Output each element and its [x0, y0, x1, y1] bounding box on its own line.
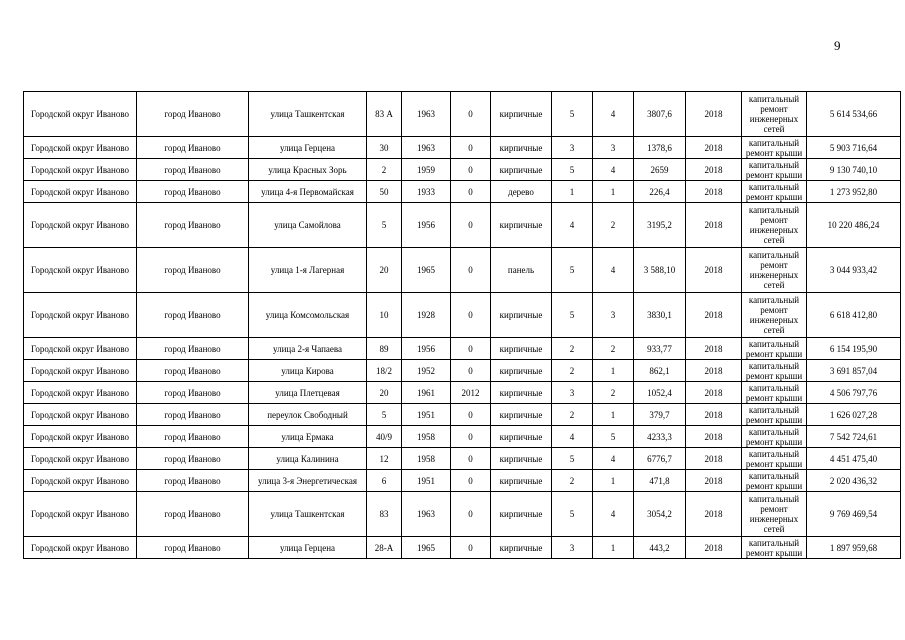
- area-cell: 443,2: [634, 537, 686, 559]
- plan-year-cell: 2018: [686, 404, 742, 426]
- housing-repair-table: [23, 91, 901, 559]
- house-number-cell: 12: [367, 448, 402, 470]
- area-cell: 379,7: [634, 404, 686, 426]
- house-number-cell: 5: [367, 404, 402, 426]
- municipality-cell: Городской округ Иваново: [24, 203, 137, 248]
- municipality-cell: Городской округ Иваново: [24, 382, 137, 404]
- street-cell: улица 3-я Энергетическая: [249, 470, 367, 492]
- overhaul-year-cell: 0: [451, 492, 491, 537]
- cost-cell: 1 897 959,68: [807, 537, 901, 559]
- repair-type-cell: капитальный ремонт крыши: [742, 338, 807, 360]
- build-year-cell: 1963: [402, 492, 451, 537]
- locality-cell: город Иваново: [137, 448, 249, 470]
- floors-cell: 5: [552, 293, 593, 338]
- area-cell: 6776,7: [634, 448, 686, 470]
- build-year-cell: 1963: [402, 137, 451, 159]
- plan-year-cell: 2018: [686, 338, 742, 360]
- street-cell: улица Плетцевая: [249, 382, 367, 404]
- floors-cell: 3: [552, 382, 593, 404]
- cost-cell: 5 903 716,64: [807, 137, 901, 159]
- overhaul-year-cell: 0: [451, 92, 491, 137]
- overhaul-year-cell: 0: [451, 137, 491, 159]
- area-cell: 2659: [634, 159, 686, 181]
- build-year-cell: 1961: [402, 382, 451, 404]
- street-cell: улица 1-я Лагерная: [249, 248, 367, 293]
- municipality-cell: Городской округ Иваново: [24, 360, 137, 382]
- floors-cell: 5: [552, 248, 593, 293]
- street-cell: улица 4-я Первомайская: [249, 181, 367, 203]
- build-year-cell: 1956: [402, 338, 451, 360]
- floors-cell: 2: [552, 338, 593, 360]
- street-cell: улица Красных Зорь: [249, 159, 367, 181]
- wall-material-cell: кирпичные: [491, 426, 552, 448]
- street-cell: улица Герцена: [249, 537, 367, 559]
- cost-cell: 2 020 436,32: [807, 470, 901, 492]
- house-number-cell: 83: [367, 492, 402, 537]
- cost-cell: 4 451 475,40: [807, 448, 901, 470]
- repair-type-cell: капитальный ремонт инженерных сетей: [742, 203, 807, 248]
- wall-material-cell: кирпичные: [491, 293, 552, 338]
- entrances-cell: 1: [593, 360, 634, 382]
- table-row: [24, 404, 901, 426]
- house-number-cell: 50: [367, 181, 402, 203]
- table-row: [24, 360, 901, 382]
- wall-material-cell: кирпичные: [491, 492, 552, 537]
- entrances-cell: 4: [593, 159, 634, 181]
- locality-cell: город Иваново: [137, 338, 249, 360]
- entrances-cell: 1: [593, 470, 634, 492]
- cost-cell: 1 626 027,28: [807, 404, 901, 426]
- build-year-cell: 1951: [402, 404, 451, 426]
- entrances-cell: 3: [593, 293, 634, 338]
- plan-year-cell: 2018: [686, 360, 742, 382]
- entrances-cell: 4: [593, 448, 634, 470]
- cost-cell: 3 691 857,04: [807, 360, 901, 382]
- house-number-cell: 89: [367, 338, 402, 360]
- street-cell: переулок Свободный: [249, 404, 367, 426]
- entrances-cell: 3: [593, 137, 634, 159]
- table-row: [24, 159, 901, 181]
- municipality-cell: Городской округ Иваново: [24, 426, 137, 448]
- locality-cell: город Иваново: [137, 293, 249, 338]
- build-year-cell: 1963: [402, 92, 451, 137]
- floors-cell: 2: [552, 404, 593, 426]
- municipality-cell: Городской округ Иваново: [24, 537, 137, 559]
- street-cell: улица Герцена: [249, 137, 367, 159]
- area-cell: 3830,1: [634, 293, 686, 338]
- repair-type-cell: капитальный ремонт инженерных сетей: [742, 492, 807, 537]
- repair-type-cell: капитальный ремонт инженерных сетей: [742, 293, 807, 338]
- repair-type-cell: капитальный ремонт крыши: [742, 426, 807, 448]
- wall-material-cell: кирпичные: [491, 537, 552, 559]
- street-cell: улица Кирова: [249, 360, 367, 382]
- street-cell: улица Ермака: [249, 426, 367, 448]
- table-row: [24, 137, 901, 159]
- plan-year-cell: 2018: [686, 159, 742, 181]
- overhaul-year-cell: 0: [451, 537, 491, 559]
- build-year-cell: 1958: [402, 448, 451, 470]
- area-cell: 3054,2: [634, 492, 686, 537]
- floors-cell: 3: [552, 137, 593, 159]
- plan-year-cell: 2018: [686, 492, 742, 537]
- plan-year-cell: 2018: [686, 137, 742, 159]
- repair-type-cell: капитальный ремонт крыши: [742, 137, 807, 159]
- area-cell: 933,77: [634, 338, 686, 360]
- municipality-cell: Городской округ Иваново: [24, 137, 137, 159]
- municipality-cell: Городской округ Иваново: [24, 293, 137, 338]
- entrances-cell: 5: [593, 426, 634, 448]
- cost-cell: 7 542 724,61: [807, 426, 901, 448]
- house-number-cell: 30: [367, 137, 402, 159]
- area-cell: 3195,2: [634, 203, 686, 248]
- table-row: [24, 293, 901, 338]
- municipality-cell: Городской округ Иваново: [24, 492, 137, 537]
- table-row: [24, 203, 901, 248]
- table-row: [24, 492, 901, 537]
- floors-cell: 1: [552, 181, 593, 203]
- overhaul-year-cell: 0: [451, 338, 491, 360]
- entrances-cell: 2: [593, 203, 634, 248]
- wall-material-cell: кирпичные: [491, 470, 552, 492]
- floors-cell: 5: [552, 492, 593, 537]
- entrances-cell: 2: [593, 382, 634, 404]
- plan-year-cell: 2018: [686, 203, 742, 248]
- wall-material-cell: кирпичные: [491, 92, 552, 137]
- build-year-cell: 1956: [402, 203, 451, 248]
- overhaul-year-cell: 0: [451, 470, 491, 492]
- cost-cell: 3 044 933,42: [807, 248, 901, 293]
- build-year-cell: 1933: [402, 181, 451, 203]
- cost-cell: 5 614 534,66: [807, 92, 901, 137]
- repair-type-cell: капитальный ремонт крыши: [742, 382, 807, 404]
- plan-year-cell: 2018: [686, 92, 742, 137]
- build-year-cell: 1965: [402, 248, 451, 293]
- cost-cell: 6 618 412,80: [807, 293, 901, 338]
- wall-material-cell: кирпичные: [491, 360, 552, 382]
- municipality-cell: Городской округ Иваново: [24, 248, 137, 293]
- municipality-cell: Городской округ Иваново: [24, 181, 137, 203]
- house-number-cell: 6: [367, 470, 402, 492]
- area-cell: 862,1: [634, 360, 686, 382]
- table-row: [24, 448, 901, 470]
- build-year-cell: 1959: [402, 159, 451, 181]
- repair-type-cell: капитальный ремонт инженерных сетей: [742, 92, 807, 137]
- locality-cell: город Иваново: [137, 248, 249, 293]
- repair-type-cell: капитальный ремонт крыши: [742, 159, 807, 181]
- overhaul-year-cell: 0: [451, 293, 491, 338]
- entrances-cell: 1: [593, 181, 634, 203]
- floors-cell: 5: [552, 448, 593, 470]
- plan-year-cell: 2018: [686, 448, 742, 470]
- build-year-cell: 1928: [402, 293, 451, 338]
- area-cell: 1052,4: [634, 382, 686, 404]
- locality-cell: город Иваново: [137, 92, 249, 137]
- locality-cell: город Иваново: [137, 137, 249, 159]
- cost-cell: 9 130 740,10: [807, 159, 901, 181]
- area-cell: 3 588,10: [634, 248, 686, 293]
- overhaul-year-cell: 0: [451, 404, 491, 426]
- overhaul-year-cell: 0: [451, 360, 491, 382]
- entrances-cell: 4: [593, 92, 634, 137]
- overhaul-year-cell: 0: [451, 448, 491, 470]
- table-row: [24, 426, 901, 448]
- locality-cell: город Иваново: [137, 426, 249, 448]
- wall-material-cell: кирпичные: [491, 404, 552, 426]
- table-row: [24, 181, 901, 203]
- street-cell: улица Калинина: [249, 448, 367, 470]
- plan-year-cell: 2018: [686, 537, 742, 559]
- municipality-cell: Городской округ Иваново: [24, 404, 137, 426]
- build-year-cell: 1965: [402, 537, 451, 559]
- repair-type-cell: капитальный ремонт крыши: [742, 181, 807, 203]
- repair-type-cell: капитальный ремонт крыши: [742, 360, 807, 382]
- municipality-cell: Городской округ Иваново: [24, 159, 137, 181]
- house-number-cell: 83 А: [367, 92, 402, 137]
- overhaul-year-cell: 0: [451, 248, 491, 293]
- overhaul-year-cell: 0: [451, 181, 491, 203]
- locality-cell: город Иваново: [137, 404, 249, 426]
- municipality-cell: Городской округ Иваново: [24, 338, 137, 360]
- area-cell: 4233,3: [634, 426, 686, 448]
- build-year-cell: 1951: [402, 470, 451, 492]
- street-cell: улица Ташкентская: [249, 92, 367, 137]
- table-row: [24, 537, 901, 559]
- plan-year-cell: 2018: [686, 248, 742, 293]
- locality-cell: город Иваново: [137, 159, 249, 181]
- floors-cell: 5: [552, 159, 593, 181]
- table-row: [24, 248, 901, 293]
- page-number: 9: [834, 38, 841, 53]
- plan-year-cell: 2018: [686, 470, 742, 492]
- overhaul-year-cell: 0: [451, 203, 491, 248]
- plan-year-cell: 2018: [686, 293, 742, 338]
- wall-material-cell: панель: [491, 248, 552, 293]
- build-year-cell: 1952: [402, 360, 451, 382]
- house-number-cell: 2: [367, 159, 402, 181]
- table-row: [24, 92, 901, 137]
- street-cell: улица Комсомольская: [249, 293, 367, 338]
- table-body: [24, 92, 901, 559]
- entrances-cell: 1: [593, 537, 634, 559]
- wall-material-cell: кирпичные: [491, 448, 552, 470]
- house-number-cell: 20: [367, 248, 402, 293]
- plan-year-cell: 2018: [686, 181, 742, 203]
- cost-cell: 10 220 486,24: [807, 203, 901, 248]
- area-cell: 226,4: [634, 181, 686, 203]
- repair-type-cell: капитальный ремонт крыши: [742, 470, 807, 492]
- house-number-cell: 18/2: [367, 360, 402, 382]
- municipality-cell: Городской округ Иваново: [24, 470, 137, 492]
- cost-cell: 4 506 797,76: [807, 382, 901, 404]
- locality-cell: город Иваново: [137, 181, 249, 203]
- house-number-cell: 28-А: [367, 537, 402, 559]
- house-number-cell: 5: [367, 203, 402, 248]
- overhaul-year-cell: 0: [451, 159, 491, 181]
- entrances-cell: 1: [593, 404, 634, 426]
- plan-year-cell: 2018: [686, 426, 742, 448]
- overhaul-year-cell: 2012: [451, 382, 491, 404]
- locality-cell: город Иваново: [137, 537, 249, 559]
- entrances-cell: 2: [593, 338, 634, 360]
- area-cell: 1378,6: [634, 137, 686, 159]
- wall-material-cell: кирпичные: [491, 159, 552, 181]
- floors-cell: 2: [552, 360, 593, 382]
- wall-material-cell: кирпичные: [491, 137, 552, 159]
- cost-cell: 6 154 195,90: [807, 338, 901, 360]
- locality-cell: город Иваново: [137, 360, 249, 382]
- build-year-cell: 1958: [402, 426, 451, 448]
- street-cell: улица 2-я Чапаева: [249, 338, 367, 360]
- wall-material-cell: кирпичные: [491, 382, 552, 404]
- repair-type-cell: капитальный ремонт инженерных сетей: [742, 248, 807, 293]
- area-cell: 471,8: [634, 470, 686, 492]
- street-cell: улица Ташкентская: [249, 492, 367, 537]
- plan-year-cell: 2018: [686, 382, 742, 404]
- repair-type-cell: капитальный ремонт крыши: [742, 404, 807, 426]
- repair-type-cell: капитальный ремонт крыши: [742, 537, 807, 559]
- table-row: [24, 470, 901, 492]
- table-row: [24, 382, 901, 404]
- wall-material-cell: дерево: [491, 181, 552, 203]
- locality-cell: город Иваново: [137, 470, 249, 492]
- repair-type-cell: капитальный ремонт крыши: [742, 448, 807, 470]
- entrances-cell: 4: [593, 248, 634, 293]
- locality-cell: город Иваново: [137, 203, 249, 248]
- floors-cell: 4: [552, 426, 593, 448]
- floors-cell: 3: [552, 537, 593, 559]
- floors-cell: 2: [552, 470, 593, 492]
- floors-cell: 4: [552, 203, 593, 248]
- cost-cell: 1 273 952,80: [807, 181, 901, 203]
- house-number-cell: 20: [367, 382, 402, 404]
- overhaul-year-cell: 0: [451, 426, 491, 448]
- wall-material-cell: кирпичные: [491, 338, 552, 360]
- municipality-cell: Городской округ Иваново: [24, 448, 137, 470]
- house-number-cell: 10: [367, 293, 402, 338]
- cost-cell: 9 769 469,54: [807, 492, 901, 537]
- wall-material-cell: кирпичные: [491, 203, 552, 248]
- area-cell: 3807,6: [634, 92, 686, 137]
- municipality-cell: Городской округ Иваново: [24, 92, 137, 137]
- locality-cell: город Иваново: [137, 492, 249, 537]
- table-row: [24, 338, 901, 360]
- house-number-cell: 40/9: [367, 426, 402, 448]
- entrances-cell: 4: [593, 492, 634, 537]
- floors-cell: 5: [552, 92, 593, 137]
- street-cell: улица Самойлова: [249, 203, 367, 248]
- locality-cell: город Иваново: [137, 382, 249, 404]
